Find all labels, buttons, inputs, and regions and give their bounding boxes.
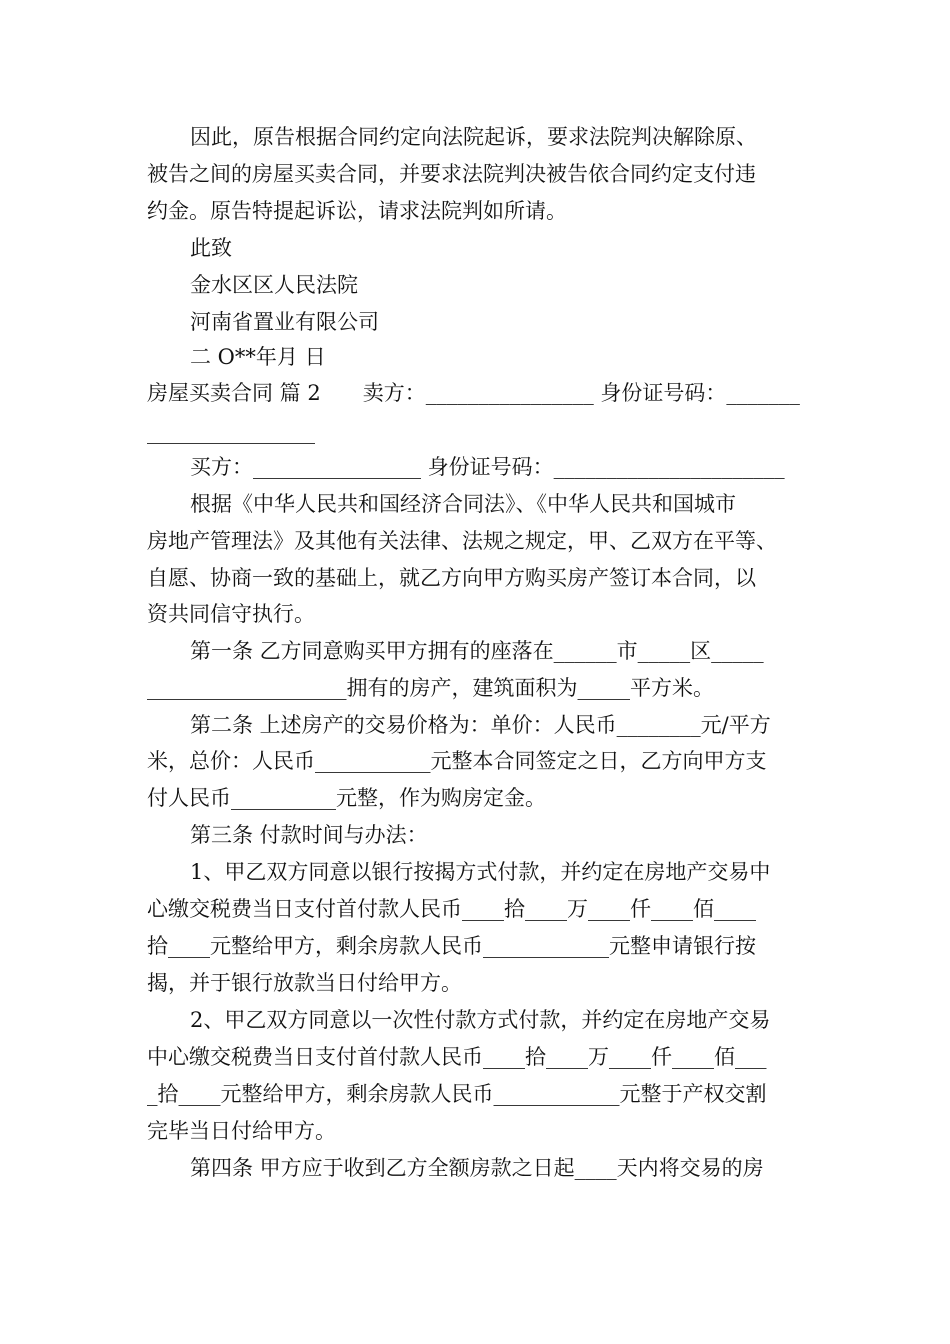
text-line: 第四条 甲方应于收到乙方全额房款之日起____天内将交易的房 <box>190 1156 764 1180</box>
text-line: 自愿、协商一致的基础上，就乙方向甲方购买房产签订本合同，以 <box>147 566 756 590</box>
text-line: 河南省置业有限公司 <box>190 310 379 334</box>
text-line: 此致 <box>190 236 232 260</box>
text-line: 米，总价：人民币___________元整本合同签定之日，乙方向甲方支 <box>147 749 767 773</box>
text-line: 拾____元整给甲方，剩余房款人民币____________元整申请银行按 <box>147 934 756 958</box>
text-line: 资共同信守执行。 <box>147 602 315 626</box>
text-line: 1、甲乙双方同意以银行按揭方式付款，并约定在房地产交易中 <box>190 860 771 884</box>
text-line: ___________________拥有的房产，建筑面积为_____平方米。 <box>147 676 714 700</box>
text-line: _拾____元整给甲方，剩余房款人民币____________元整于产权交割 <box>147 1082 767 1106</box>
text-line: 被告之间的房屋买卖合同，并要求法院判决被告依合同约定支付违 <box>147 162 756 186</box>
text-line: 二 O**年月 日 <box>190 345 326 369</box>
text-line: 第一条 乙方同意购买甲方拥有的座落在______市_____区_____ <box>190 639 764 663</box>
text-line: 中心缴交税费当日支付首付款人民币____拾____万____仟____佰___ <box>147 1045 767 1069</box>
text-line: 第三条 付款时间与办法： <box>190 823 428 847</box>
text-line: 第二条 上述房产的交易价格为：单价：人民币________元/平方 <box>190 713 771 737</box>
text-line: 揭，并于银行放款当日付给甲方。 <box>147 971 462 995</box>
text-line: 付人民币__________元整，作为购房定金。 <box>147 786 546 810</box>
section-heading-line: 房屋买卖合同 篇 2 卖方：________________ 身份证号码：_______ <box>147 381 800 405</box>
text-line: 心缴交税费当日支付首付款人民币____拾____万____仟____佰____ <box>147 897 756 921</box>
text-line: ________________ <box>147 420 315 444</box>
text-line: 金水区区人民法院 <box>190 273 358 297</box>
text-line: 房地产管理法》及其他有关法律、法规之规定，甲、乙双方在平等、 <box>147 529 777 553</box>
text-line: 约金。原告特提起诉讼，请求法院判如所请。 <box>147 199 567 223</box>
text-line: 因此，原告根据合同约定向法院起诉，要求法院判决解除原、 <box>190 125 757 149</box>
text-line: 根据《中华人民共和国经济合同法》、《中华人民共和国城市 <box>190 492 736 516</box>
text-line: 完毕当日付给甲方。 <box>147 1119 336 1143</box>
text-line: 买方：________________ 身份证号码：______________________ <box>190 455 785 479</box>
text-line: 2、甲乙双方同意以一次性付款方式付款，并约定在房地产交易 <box>190 1008 771 1032</box>
